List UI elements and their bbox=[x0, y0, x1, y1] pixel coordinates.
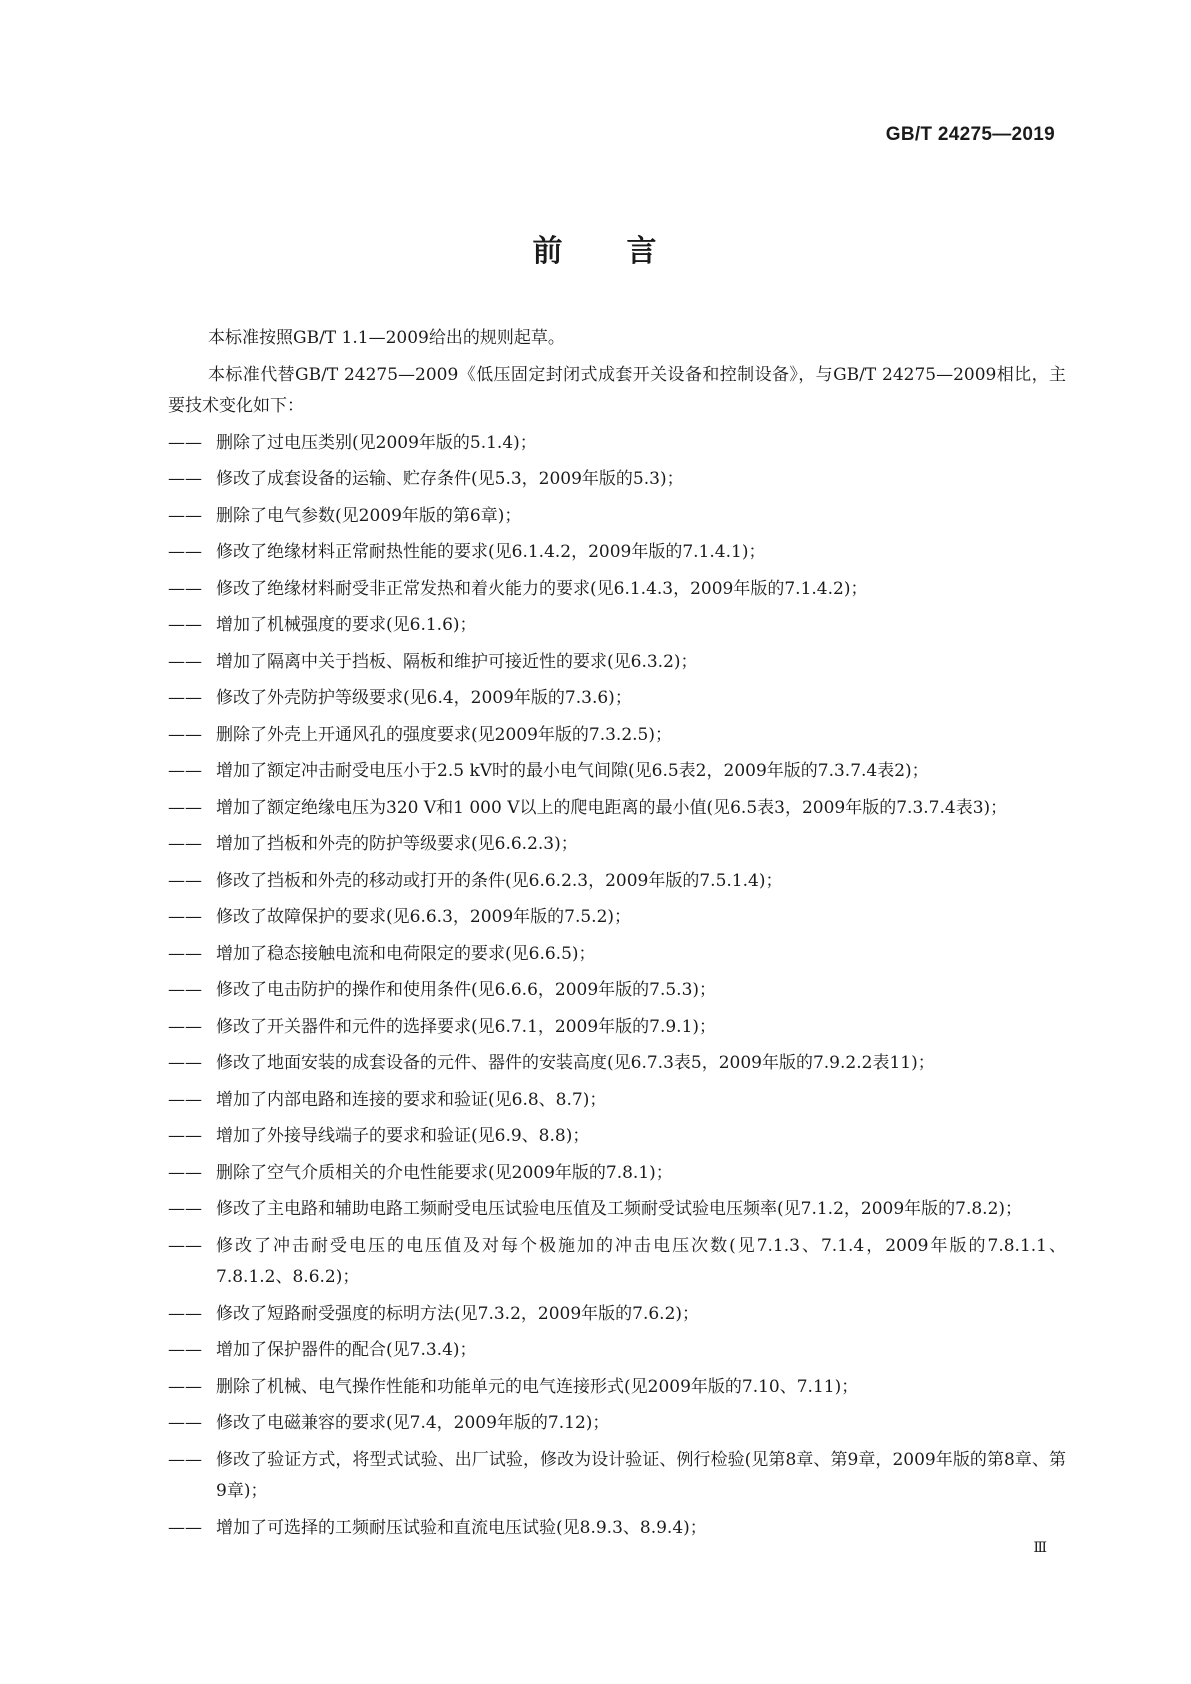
change-text: 修改了电磁兼容的要求(见7.4，2009年版的7.12)； bbox=[216, 1413, 610, 1433]
standard-code: GB/T 24275—2019 bbox=[885, 124, 1055, 145]
change-item bbox=[168, 610, 1066, 642]
change-item bbox=[168, 1408, 1066, 1440]
change-text: 增加了保护器件的配合(见7.3.4)； bbox=[216, 1340, 477, 1360]
dash-marker: —— bbox=[168, 834, 202, 854]
dash-marker: —— bbox=[168, 943, 202, 964]
change-item bbox=[168, 720, 1066, 752]
drafting-rule-paragraph: 本标准按照GB/T 1.1—2009给出的规则起草。 bbox=[208, 328, 565, 348]
dash-marker: —— bbox=[168, 1053, 202, 1073]
dash-marker: —— bbox=[168, 1517, 202, 1538]
change-item bbox=[168, 428, 1066, 460]
change-item bbox=[168, 1445, 1066, 1508]
dash-marker: —— bbox=[168, 907, 202, 927]
technical-changes-list bbox=[168, 428, 1066, 1545]
dash-marker: —— bbox=[168, 688, 202, 708]
change-item bbox=[168, 1335, 1066, 1367]
dash-marker: —— bbox=[168, 1340, 202, 1360]
dash-marker: —— bbox=[168, 1199, 202, 1219]
change-item bbox=[168, 501, 1066, 533]
foreword-body bbox=[168, 323, 1066, 1549]
dash-marker: —— bbox=[168, 1449, 202, 1470]
change-text: 修改了挡板和外壳的移动或打开的条件(见6.6.2.3，2009年版的7.5.1.4)； bbox=[216, 870, 783, 891]
change-text: 增加了额定绝缘电压为320 V和1 000 V以上的爬电距离的最小值(见6.5表3，2009年版的7.3.7.4表3)； bbox=[216, 797, 1008, 818]
dash-marker: —— bbox=[168, 1303, 202, 1324]
change-item bbox=[168, 574, 1066, 606]
change-text: 修改了短路耐受强度的标明方法(见7.3.2，2009年版的7.6.2)； bbox=[216, 1303, 700, 1324]
dash-marker: —— bbox=[168, 505, 202, 526]
dash-marker: —— bbox=[168, 578, 202, 599]
change-text: 修改了电击防护的操作和使用条件(见6.6.6，2009年版的7.5.3)； bbox=[216, 980, 717, 1000]
page-number: Ⅲ bbox=[1033, 1540, 1047, 1556]
change-item bbox=[168, 1513, 1066, 1545]
change-item bbox=[168, 683, 1066, 715]
dash-marker: —— bbox=[168, 1235, 202, 1256]
change-item bbox=[168, 1158, 1066, 1190]
dash-marker: —— bbox=[168, 724, 202, 745]
change-item bbox=[168, 1048, 1066, 1080]
dash-marker: —— bbox=[168, 1376, 202, 1397]
change-text: 修改了绝缘材料耐受非正常发热和着火能力的要求(见6.1.4.3，2009年版的7.1.4.2)； bbox=[216, 578, 868, 599]
dash-marker: —— bbox=[168, 469, 202, 489]
change-item bbox=[168, 1194, 1066, 1226]
change-item bbox=[168, 1372, 1066, 1404]
change-item bbox=[168, 537, 1066, 569]
change-item bbox=[168, 902, 1066, 934]
change-item bbox=[168, 939, 1066, 971]
change-item bbox=[168, 866, 1066, 898]
change-item bbox=[168, 1299, 1066, 1331]
change-text: 删除了过电压类别(见2009年版的5.1.4)； bbox=[216, 432, 537, 453]
change-item bbox=[168, 464, 1066, 496]
dash-marker: —— bbox=[168, 870, 202, 891]
change-text: 修改了地面安装的成套设备的元件、器件的安装高度(见6.7.3表5，2009年版的7.9.2.2表11)； bbox=[216, 1053, 935, 1073]
change-text: 增加了可选择的工频耐压试验和直流电压试验(见8.9.3、8.9.4)； bbox=[216, 1517, 707, 1538]
dash-marker: —— bbox=[168, 980, 202, 1000]
change-text: 删除了电气参数(见2009年版的第6章)； bbox=[216, 505, 522, 526]
change-text: 删除了外壳上开通风孔的强度要求(见2009年版的7.3.2.5)； bbox=[216, 724, 673, 745]
change-text: 增加了外接导线端子的要求和验证(见6.9、8.8)； bbox=[216, 1126, 590, 1146]
change-text: 增加了稳态接触电流和电荷限定的要求(见6.6.5)； bbox=[216, 943, 596, 964]
change-text: 修改了冲击耐受电压的电压值及对每个极施加的冲击电压次数(见7.1.3、7.1.4，2009年版的7.8.1.1、7.8.1.2、8.6.2)； bbox=[216, 1235, 1066, 1287]
dash-marker: —— bbox=[168, 1162, 202, 1183]
replacement-paragraph: 本标准代替GB/T 24275—2009《低压固定封闭式成套开关设备和控制设备》，与GB/T 24275—2009相比，主要技术变化如下： bbox=[168, 364, 1066, 416]
change-text: 删除了空气介质相关的介电性能要求(见2009年版的7.8.1)； bbox=[216, 1162, 673, 1183]
change-item bbox=[168, 793, 1066, 825]
change-item bbox=[168, 1121, 1066, 1153]
dash-marker: —— bbox=[168, 651, 202, 672]
change-item bbox=[168, 1012, 1066, 1044]
dash-marker: —— bbox=[168, 797, 202, 818]
change-text: 修改了主电路和辅助电路工频耐受电压试验电压值及工频耐受试验电压频率(见7.1.2，2009年版的7.8.2)； bbox=[216, 1199, 1023, 1219]
change-text: 增加了内部电路和连接的要求和验证(见6.8、8.7)； bbox=[216, 1089, 607, 1110]
page-title bbox=[0, 226, 1191, 270]
dash-marker: —— bbox=[168, 1089, 202, 1110]
change-text: 修改了成套设备的运输、贮存条件(见5.3，2009年版的5.3)； bbox=[216, 469, 684, 489]
change-text: 修改了故障保护的要求(见6.6.3，2009年版的7.5.2)； bbox=[216, 907, 632, 927]
dash-marker: —— bbox=[168, 615, 202, 635]
change-text: 修改了外壳防护等级要求(见6.4，2009年版的7.3.6)； bbox=[216, 688, 632, 708]
change-item bbox=[168, 647, 1066, 679]
change-text: 修改了验证方式，将型式试验、出厂试验，修改为设计验证、例行检验(见第8章、第9章，2009年版的第8章、第9章)； bbox=[216, 1449, 1066, 1501]
change-text: 增加了挡板和外壳的防护等级要求(见6.6.2.3)； bbox=[216, 834, 578, 854]
change-text: 删除了机械、电气操作性能和功能单元的电气连接形式(见2009年版的7.10、7.11)； bbox=[216, 1376, 859, 1397]
title-char-2: 言 bbox=[626, 234, 659, 269]
dash-marker: —— bbox=[168, 761, 202, 781]
change-item bbox=[168, 975, 1066, 1007]
change-text: 修改了开关器件和元件的选择要求(见6.7.1，2009年版的7.9.1)； bbox=[216, 1016, 717, 1037]
dash-marker: —— bbox=[168, 1126, 202, 1146]
change-text: 增加了额定冲击耐受电压小于2.5 kV时的最小电气间隙(见6.5表2，2009年版的7.3.7.4表2)； bbox=[216, 761, 929, 781]
change-item bbox=[168, 1085, 1066, 1117]
change-text: 增加了隔离中关于挡板、隔板和维护可接近性的要求(见6.3.2)； bbox=[216, 651, 698, 672]
dash-marker: —— bbox=[168, 542, 202, 562]
change-item bbox=[168, 756, 1066, 788]
change-item bbox=[168, 1231, 1066, 1294]
dash-marker: —— bbox=[168, 1016, 202, 1037]
change-text: 修改了绝缘材料正常耐热性能的要求(见6.1.4.2，2009年版的7.1.4.1)； bbox=[216, 542, 766, 562]
change-text: 增加了机械强度的要求(见6.1.6)； bbox=[216, 615, 477, 635]
dash-marker: —— bbox=[168, 432, 202, 453]
dash-marker: —— bbox=[168, 1413, 202, 1433]
change-item bbox=[168, 829, 1066, 861]
title-char-1: 前 bbox=[532, 234, 565, 269]
